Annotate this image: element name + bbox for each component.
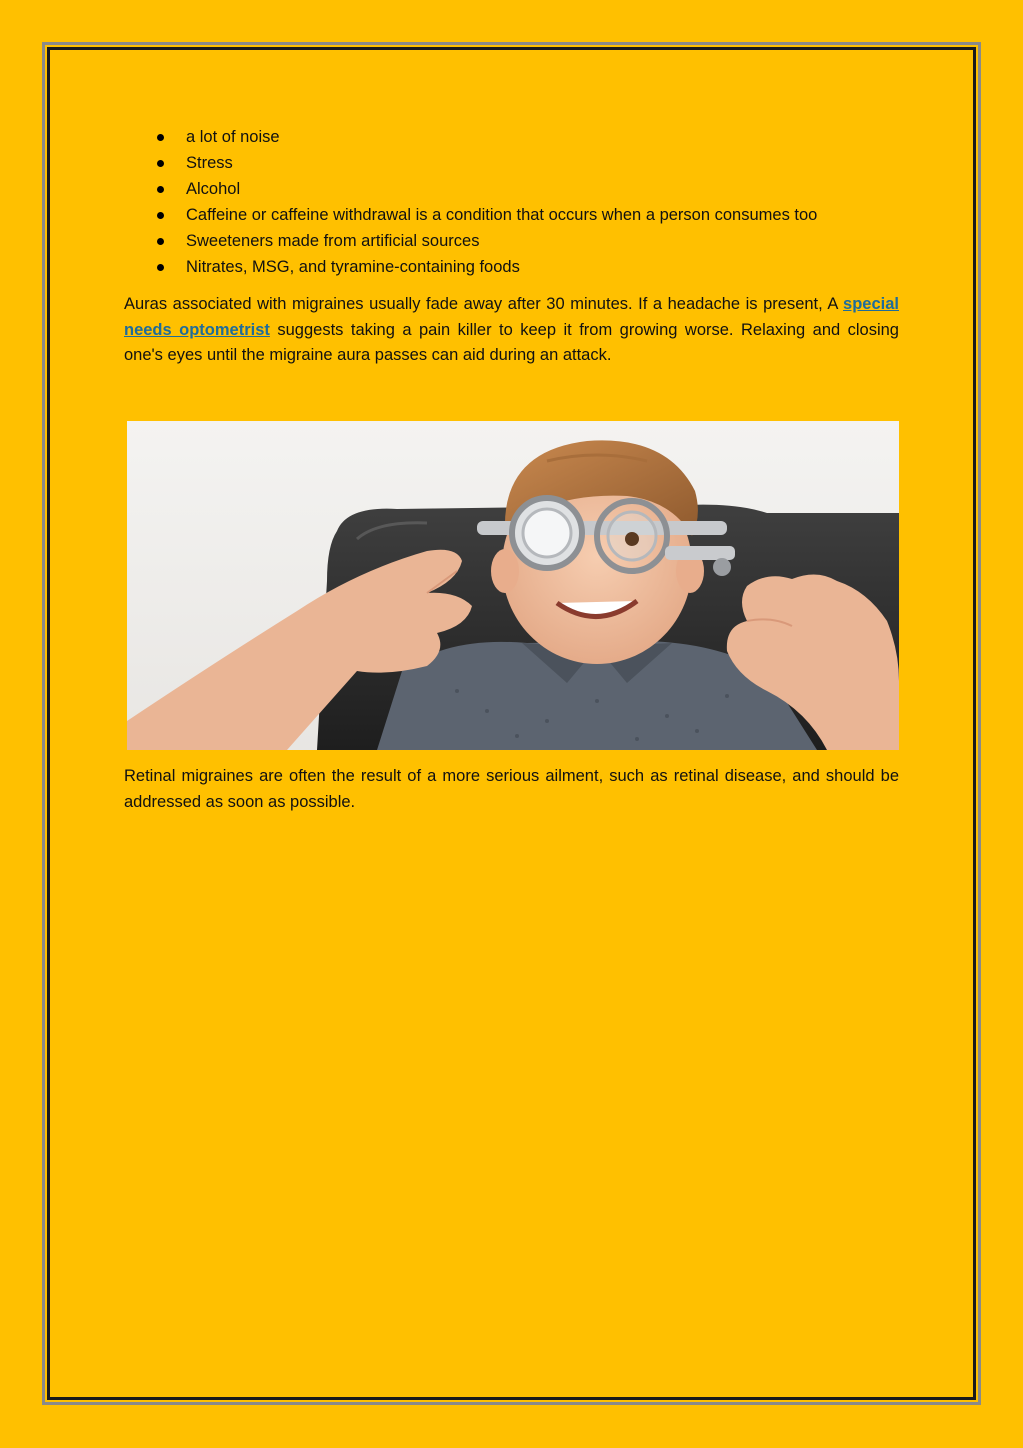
list-item [150,124,817,150]
list-item-text: Alcohol [186,180,241,198]
special-needs-optometrist-link[interactable]: special needs optometrist [124,295,899,339]
list-item [150,228,817,254]
list-item [150,202,817,228]
child-eye-exam-photo [127,421,899,750]
aura-paragraph [124,292,899,369]
bullet-icon [157,264,164,271]
trigger-list [150,124,817,280]
list-item-text: a lot of noise [186,128,280,146]
list-item [150,150,817,176]
bullet-icon [157,134,164,141]
list-item-text: Caffeine or caffeine withdrawal is a condition that occurs when a person consumes too [186,206,818,224]
bullet-icon [157,238,164,245]
list-item-text: Sweeteners made from artificial sources [186,232,480,250]
bullet-icon [157,160,164,167]
retinal-migraine-paragraph: Retinal migraines are often the result of a more serious ailment, such as retinal disease, and should be addressed as soon as possible. [124,767,899,811]
bullet-icon [157,212,164,219]
list-item [150,176,817,202]
bullet-icon [157,186,164,193]
list-item [150,254,817,280]
list-item-text: Stress [186,154,233,172]
aura-paragraph-text-end: suggests taking a pain killer to keep it from growing worse. Relaxing and closing one's eyes until the migraine aura passes can aid during an attack. [124,320,899,364]
aura-paragraph-text-start: Auras associated with migraines usually fade away after 30 minutes. If a headache is present, A [124,295,844,313]
list-item-text: Nitrates, MSG, and tyramine-containing foods [186,258,520,276]
